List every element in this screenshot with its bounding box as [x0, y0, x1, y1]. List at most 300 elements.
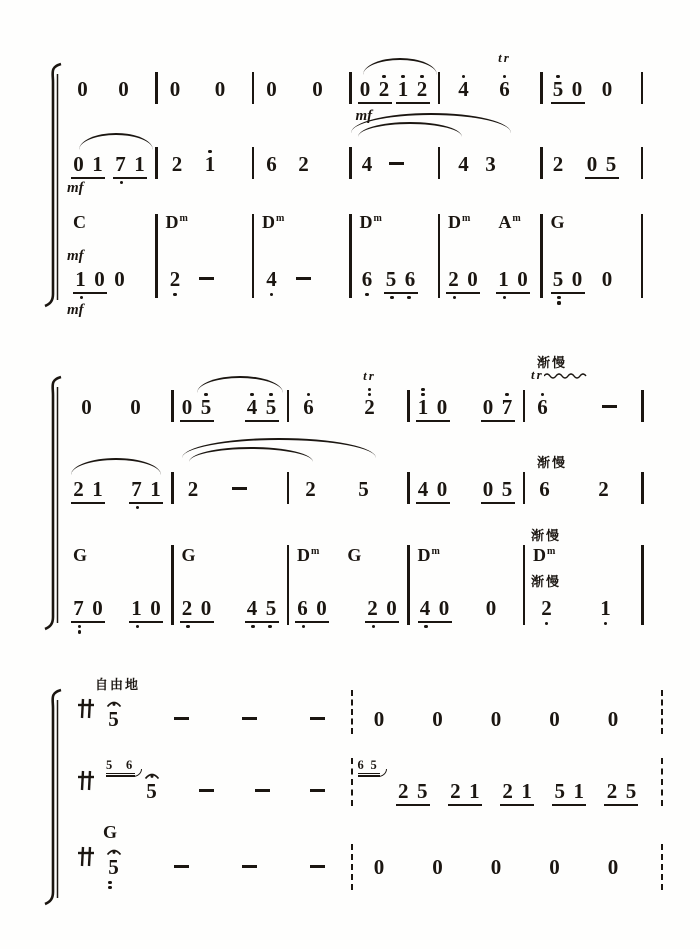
note-group [264, 141, 279, 175]
notes-line [158, 66, 252, 100]
note-digit: 7 [115, 152, 126, 176]
note-digit: 4 [458, 152, 469, 176]
underline-beam [481, 420, 515, 422]
note-digit: 1 [498, 267, 509, 291]
octave-dot [80, 296, 83, 299]
note-group [356, 466, 371, 500]
notes-line [525, 466, 641, 500]
note-digit: 0 [373, 707, 385, 731]
note-digit: 0 [490, 707, 502, 731]
note-digit: 7 [501, 395, 513, 419]
note [356, 466, 371, 500]
free-meter-sign [77, 698, 95, 720]
note-group [174, 844, 189, 868]
system-1 [45, 50, 685, 322]
slur [79, 133, 153, 150]
note-group [483, 141, 498, 175]
chord-symbol [73, 545, 87, 565]
note-group [116, 66, 131, 100]
rest-note [116, 66, 131, 100]
note-digit: 0 [130, 395, 141, 419]
note [396, 768, 411, 802]
dynamic-mark: mf [355, 108, 373, 124]
note-digit: 0 [432, 855, 443, 879]
note-digit: 1 [134, 152, 145, 176]
note-row [77, 758, 159, 803]
dash-glyph [310, 717, 325, 720]
octave-dot [186, 625, 189, 628]
note [483, 141, 498, 175]
chord-symbol [448, 212, 470, 232]
note-group [242, 696, 257, 720]
fermata-icon [106, 694, 122, 712]
chord-symbol [103, 822, 117, 842]
chord-row [352, 212, 438, 234]
rest-note [489, 844, 504, 878]
note-digit: 2 [502, 779, 513, 803]
note [384, 256, 399, 290]
note-row [174, 696, 189, 720]
octave-dots-below [551, 296, 585, 304]
measure [289, 368, 407, 419]
note-row [585, 141, 619, 175]
note-group [551, 256, 585, 305]
measure [356, 758, 661, 806]
note-group [372, 844, 387, 878]
note-digit: 2 [171, 152, 183, 176]
notes-line [254, 66, 349, 100]
measure [440, 212, 540, 299]
note-group [255, 768, 270, 792]
dash-glyph [199, 277, 214, 280]
notes-line [543, 141, 641, 179]
note [416, 384, 431, 418]
note [537, 466, 552, 500]
notes-line [440, 256, 540, 299]
note-digit: 0 [482, 477, 494, 501]
underline-beam [73, 292, 107, 294]
measure [440, 50, 540, 101]
octave-dot [503, 296, 506, 299]
note-row [552, 768, 586, 802]
underline-beam [106, 773, 135, 774]
measure [65, 758, 351, 803]
system-brace-icon [39, 375, 65, 633]
octave-dot-cell [382, 625, 399, 628]
octave-dot [108, 881, 111, 884]
measure [65, 66, 155, 100]
note-row [430, 696, 445, 730]
note-digit: 5 [552, 77, 564, 101]
note-digit: 1 [600, 596, 611, 620]
dash-note [199, 256, 214, 280]
note-digit: 4 [266, 267, 277, 291]
note-row [372, 844, 387, 878]
octave-dot-cell [435, 625, 452, 628]
note-row [531, 367, 550, 419]
note-row [384, 256, 418, 290]
note-row [168, 256, 183, 290]
note-group [596, 466, 611, 500]
note-digit: 1 [573, 779, 584, 803]
note-group [77, 844, 121, 889]
note-digit: 0 [214, 77, 226, 101]
note-digit: 0 [77, 77, 88, 101]
octave-dot-cell [73, 296, 90, 299]
dash-glyph [310, 789, 325, 792]
note-group [170, 141, 185, 175]
note [456, 66, 471, 100]
note-digit: 0 [92, 596, 103, 620]
note-digit: 6 [539, 477, 550, 501]
octave-dot [421, 388, 424, 391]
dash-glyph [389, 162, 404, 165]
fermata-icon [144, 766, 160, 784]
dash-note [310, 696, 325, 720]
note-digit: 7 [73, 596, 84, 620]
note-row [497, 50, 512, 101]
rest-note [435, 466, 450, 500]
octave-dot-cell [71, 625, 88, 633]
note-digit: 0 [316, 596, 327, 620]
note-digit: 2 [364, 395, 375, 419]
chord-root: C [73, 212, 86, 232]
note-digit: 5 [106, 758, 113, 772]
note-row [77, 844, 121, 878]
note-group [301, 384, 316, 418]
measure [65, 212, 155, 318]
note-row [481, 384, 515, 418]
notes-line [158, 141, 252, 175]
octave-dot [270, 293, 273, 296]
underline-beam [71, 502, 105, 504]
note-group [77, 696, 121, 730]
note-row [112, 256, 127, 290]
underline-beam [358, 775, 380, 776]
octave-dots-below [77, 881, 121, 889]
underline-beam [358, 102, 392, 104]
measure [440, 141, 540, 175]
note [360, 141, 375, 175]
note-digit: 5 [370, 758, 377, 772]
free-meter-sign [77, 698, 95, 720]
note-digit: 2 [378, 77, 390, 101]
note-row [456, 66, 471, 100]
note-digit: 5 [108, 707, 119, 731]
octave-dot-cell [295, 625, 312, 628]
octave-dot-cell [168, 293, 183, 296]
note-row [606, 696, 621, 730]
octave-dot [365, 293, 368, 296]
note [296, 141, 311, 175]
barline [641, 147, 644, 179]
note-row [489, 844, 504, 878]
rest-note [79, 384, 94, 418]
underline-beam [585, 177, 619, 179]
underline-beam [416, 502, 450, 504]
octave-dots-below [129, 625, 163, 628]
rest-note [515, 256, 530, 290]
underline-beam [245, 420, 279, 422]
underline-beam [551, 292, 585, 294]
note-digit: 0 [114, 267, 125, 291]
octave-dot [453, 296, 456, 299]
barline [641, 545, 644, 625]
rest-note [437, 585, 452, 619]
notes-line [65, 758, 351, 803]
note-group [296, 256, 311, 280]
note-group [484, 585, 499, 619]
system-brace [39, 62, 65, 315]
note [571, 768, 586, 802]
note-digit: 5 [146, 779, 157, 803]
note-group [481, 466, 515, 504]
notes-line [525, 367, 641, 419]
note [365, 585, 380, 619]
note-digit: 2 [450, 779, 461, 803]
barline [661, 758, 666, 806]
note-group [416, 384, 450, 422]
measure [65, 545, 171, 634]
underline-beam [500, 804, 534, 806]
notes-line [440, 141, 540, 175]
note-digit: 4 [246, 395, 258, 419]
octave-dot-cell [365, 625, 382, 628]
note-row [551, 141, 566, 175]
note-row [360, 256, 375, 290]
underline-beam [446, 292, 480, 294]
note-digit: 0 [571, 77, 583, 101]
note-row [168, 66, 183, 100]
note-digit: 0 [118, 77, 129, 101]
octave-dots-below [384, 296, 418, 299]
octave-dot-cell [418, 625, 435, 628]
underline-beam [365, 621, 399, 623]
note-row [596, 466, 611, 500]
measure [254, 212, 349, 296]
chord-symbol [533, 545, 555, 565]
measure [410, 545, 523, 628]
slur [351, 113, 511, 133]
note [456, 141, 471, 175]
octave-dot-cell [539, 622, 554, 625]
barline [641, 214, 644, 298]
underline-beam [180, 420, 214, 422]
note-digit: 5 [108, 855, 119, 879]
chord-symbol [182, 545, 196, 565]
notes-line [410, 585, 523, 628]
chord-row [543, 212, 641, 234]
note-row [356, 466, 371, 500]
underline-beam [129, 502, 163, 504]
staff-line-1 [65, 50, 643, 124]
rest-note [112, 256, 127, 290]
note-digit: 2 [606, 779, 618, 803]
note-digit: 0 [490, 855, 502, 879]
note-row [358, 759, 380, 772]
underline-beam [180, 621, 214, 623]
slur [71, 458, 161, 475]
note [360, 256, 375, 290]
note-row [199, 256, 214, 280]
note-row [310, 768, 325, 792]
rest-note [547, 696, 562, 730]
staff-line-2 [65, 758, 665, 806]
note-group [416, 466, 450, 504]
octave-dot-cell [598, 622, 613, 625]
octave-dots-below [598, 622, 613, 625]
note-group [496, 256, 530, 299]
note-digit: 1 [92, 152, 103, 176]
octave-dot [78, 630, 81, 633]
chord-row [254, 212, 349, 234]
chord-row [410, 545, 523, 567]
note-row [547, 844, 562, 878]
octave-dots-below [295, 625, 329, 628]
note-row [129, 585, 163, 619]
rest-note [430, 696, 445, 730]
note-row [602, 384, 617, 408]
note-row [547, 696, 562, 730]
note-row [303, 466, 318, 500]
note-group [128, 384, 143, 418]
note-row [365, 585, 399, 619]
octave-dot-cell [496, 296, 513, 299]
rest-note [199, 585, 214, 619]
note-group [174, 696, 189, 720]
note-digit: 0 [94, 267, 105, 291]
note [168, 256, 183, 290]
note-digit: 0 [436, 395, 448, 419]
chord-row [289, 545, 407, 567]
note-row [598, 585, 613, 619]
note-digit: 0 [312, 77, 323, 101]
note-group [264, 66, 279, 100]
note-digit: 0 [73, 152, 84, 176]
chord-root: G [181, 545, 196, 565]
note-digit: 5 [625, 779, 637, 803]
trill-mark: tr [363, 368, 376, 383]
slur [182, 438, 376, 458]
note-digit: 0 [601, 267, 613, 291]
note-row [180, 585, 214, 619]
barline [641, 472, 644, 504]
note-row [362, 368, 377, 419]
chord-symbol [297, 545, 319, 565]
note-row [448, 768, 482, 802]
fermata-icon [106, 698, 122, 707]
underline-beam [448, 804, 482, 806]
slur [197, 376, 283, 393]
note [467, 768, 482, 802]
chord-root: D [533, 545, 546, 565]
notes-line [254, 256, 349, 296]
measure [410, 384, 523, 422]
note-row [71, 585, 105, 619]
octave-dot [136, 625, 139, 628]
rest-note [547, 844, 562, 878]
rest-note [481, 466, 496, 500]
note-row [301, 384, 316, 418]
tempo-label: 渐慢 [537, 355, 568, 370]
octave-dots-below [180, 625, 214, 628]
underline-beam [245, 621, 279, 623]
note [598, 585, 613, 619]
dash-note [199, 768, 214, 792]
note-group [75, 66, 90, 100]
note-row [489, 696, 504, 730]
octave-dot-cell [88, 625, 105, 633]
chord-root: G [73, 545, 88, 565]
rest-note [606, 844, 621, 878]
note-digit: 7 [131, 477, 142, 501]
note-group [446, 256, 480, 299]
underline-beam [295, 621, 329, 623]
chord-symbol [551, 212, 565, 232]
measure [254, 141, 349, 175]
note-digit: 4 [419, 596, 431, 620]
octave-dots-below [360, 293, 375, 296]
octave-dot-cell [77, 881, 99, 889]
note-group [245, 585, 279, 628]
notes-line [356, 696, 661, 730]
chord-row [158, 212, 252, 234]
barline [661, 690, 666, 734]
note-digit: 0 [169, 77, 181, 101]
octave-dot-cell [113, 181, 130, 184]
note-row [551, 66, 585, 100]
note-group [396, 768, 430, 806]
note-row [242, 696, 257, 720]
octave-dot [302, 625, 305, 628]
chord-symbol [73, 212, 86, 232]
octave-dot [251, 625, 254, 628]
note-group [551, 141, 566, 175]
rest-note [90, 585, 105, 619]
dash-note [255, 768, 270, 792]
octave-dot-cell [197, 625, 214, 628]
note-group [389, 141, 404, 165]
note-group [372, 696, 387, 730]
note-digit: 2 [305, 477, 316, 501]
barline [661, 844, 666, 890]
note-digit: 6 [357, 758, 364, 772]
note [416, 466, 431, 500]
notes-line [289, 466, 407, 500]
octave-dot-cell [551, 296, 568, 304]
note-group [481, 384, 515, 422]
octave-dots-below [168, 293, 183, 296]
note-digit: 6 [303, 395, 314, 419]
note-group [199, 768, 214, 792]
octave-dot-cell [513, 296, 530, 299]
note-digit: 5 [605, 152, 617, 176]
chord-symbol [360, 212, 382, 232]
note-group [295, 585, 329, 628]
chord-row [356, 822, 661, 842]
note-row [456, 141, 471, 175]
dynamic-mark: mf [67, 302, 84, 318]
octave-dot [557, 301, 560, 304]
note-group [365, 585, 399, 628]
dash-note [310, 768, 325, 792]
chord-row [65, 822, 351, 842]
note-row [128, 384, 143, 418]
note [295, 585, 310, 619]
octave-dot [136, 506, 139, 509]
staff-line-1 [65, 677, 665, 734]
measure [65, 677, 351, 731]
